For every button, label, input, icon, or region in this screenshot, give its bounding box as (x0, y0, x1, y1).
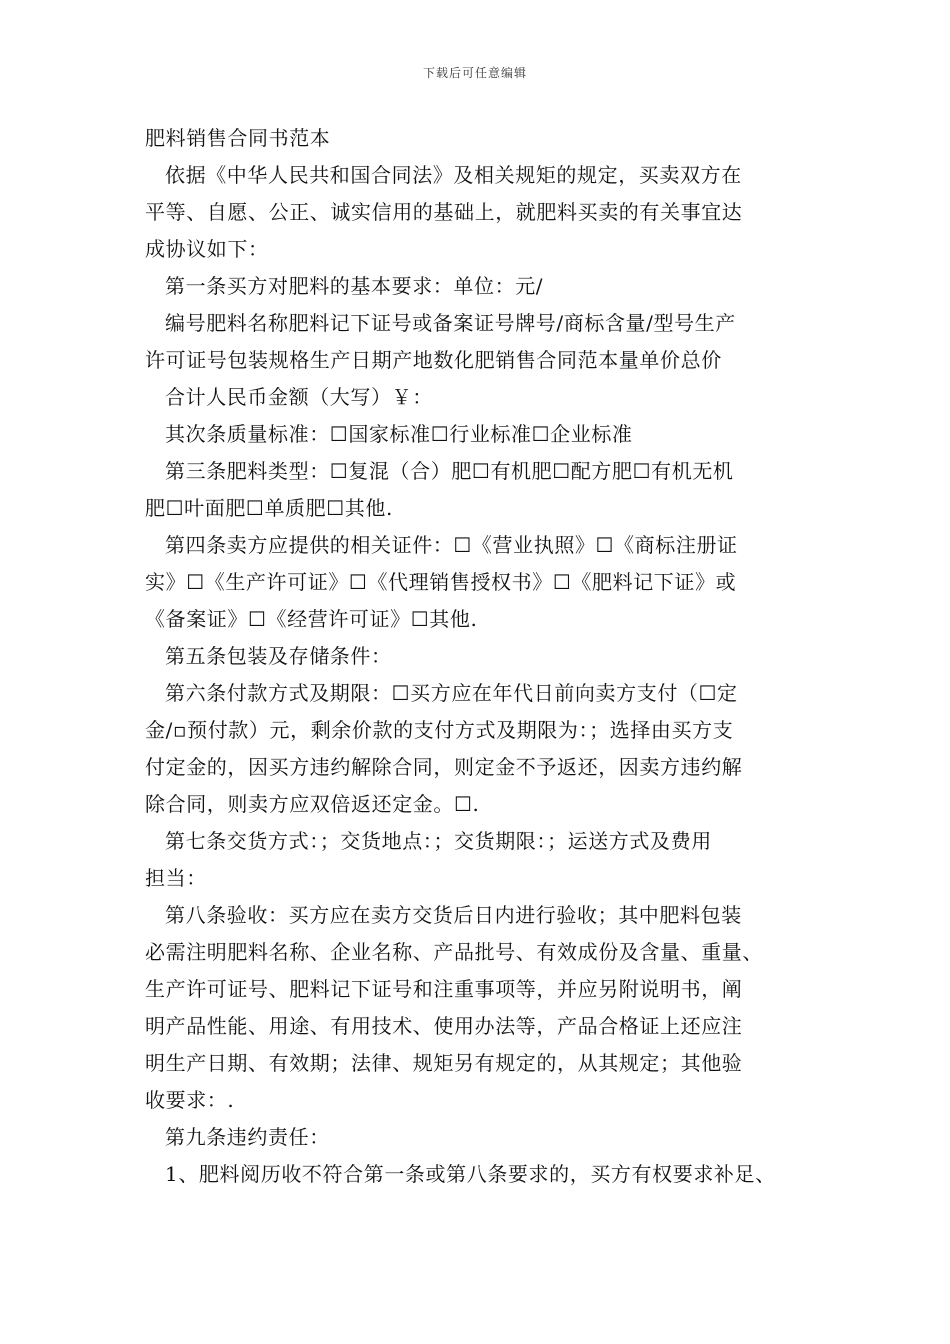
paragraph-article-2: 其次条质量标准：☐国家标准☐行业标准☐企业标准 (165, 422, 633, 446)
page-header-note: 下载后可任意编辑 (422, 66, 527, 80)
paragraph-article-1: 第一条买方对肥料的基本要求：单位：元/ (165, 274, 544, 298)
paragraph-preamble: 依据《中华人民共和国合同法》及相关规矩的规定，买卖双方在 平等、自愿、公正、诚实信用的基础上，就肥料买卖的有关事宜达 成协议如下： (145, 163, 743, 261)
document-title: 肥料销售合同书范本 (145, 126, 331, 150)
paragraph-article-8: 第八条验收：买方应在卖方交货后日内进行验收；其中肥料包装 必需注明肥料名称、企业名称、产品批号、有效成份及含量、重量、 生产许可证号、肥料记下证号和注重事项等，并应另附说明书，阐 明产品性能、用途、有用技术、使用办法等，产品合格证上还应注 明生产日期、有效期；法律、规矩另有规定的，从其规定；其他验 收要求：. (145, 903, 763, 1112)
paragraph-article-6: 第六条付款方式及期限：☐买方应在年代日前向卖方支付（☐定 金/▫预付款）元，剩余价款的支付方式及期限为：；选择由买方支 付定金的，因买方违约解除合同，则定金不予返还，因卖方违约解 除合同，则卖方应双倍返还定金。☐. (145, 681, 743, 816)
paragraph-article-9: 第九条违约责任： (165, 1125, 330, 1149)
paragraph-article-9-item-1: 1、肥料阅历收不符合第一条或第八条要求的，买方有权要求补足、 (165, 1162, 776, 1186)
paragraph-table-columns: 编号肥料名称肥料记下证号或备案证号牌号/商标含量/型号生产 许可证号包装规格生产日期产地数化肥销售合同范本量单价总价 (145, 311, 736, 372)
paragraph-article-7: 第七条交货方式：；交货地点：；交货期限：；运送方式及费用 担当： (145, 829, 712, 890)
document-body (145, 120, 825, 1193)
paragraph-article-5: 第五条包装及存储条件： (165, 644, 392, 668)
paragraph-total-amount: 合计人民币金额（大写）￥： (165, 385, 433, 409)
paragraph-article-3: 第三条肥料类型：☐复混（合）肥☐有机肥☐配方肥☐有机无机 肥☐叶面肥☐单质肥☐其他. (145, 459, 734, 520)
paragraph-article-4: 第四条卖方应提供的相关证件：☐《营业执照》☐《商标注册证 实》☐《生产许可证》☐《代理销售授权书》☐《肥料记下证》或 《备案证》☐《经营许可证》☐其他. (145, 533, 738, 631)
